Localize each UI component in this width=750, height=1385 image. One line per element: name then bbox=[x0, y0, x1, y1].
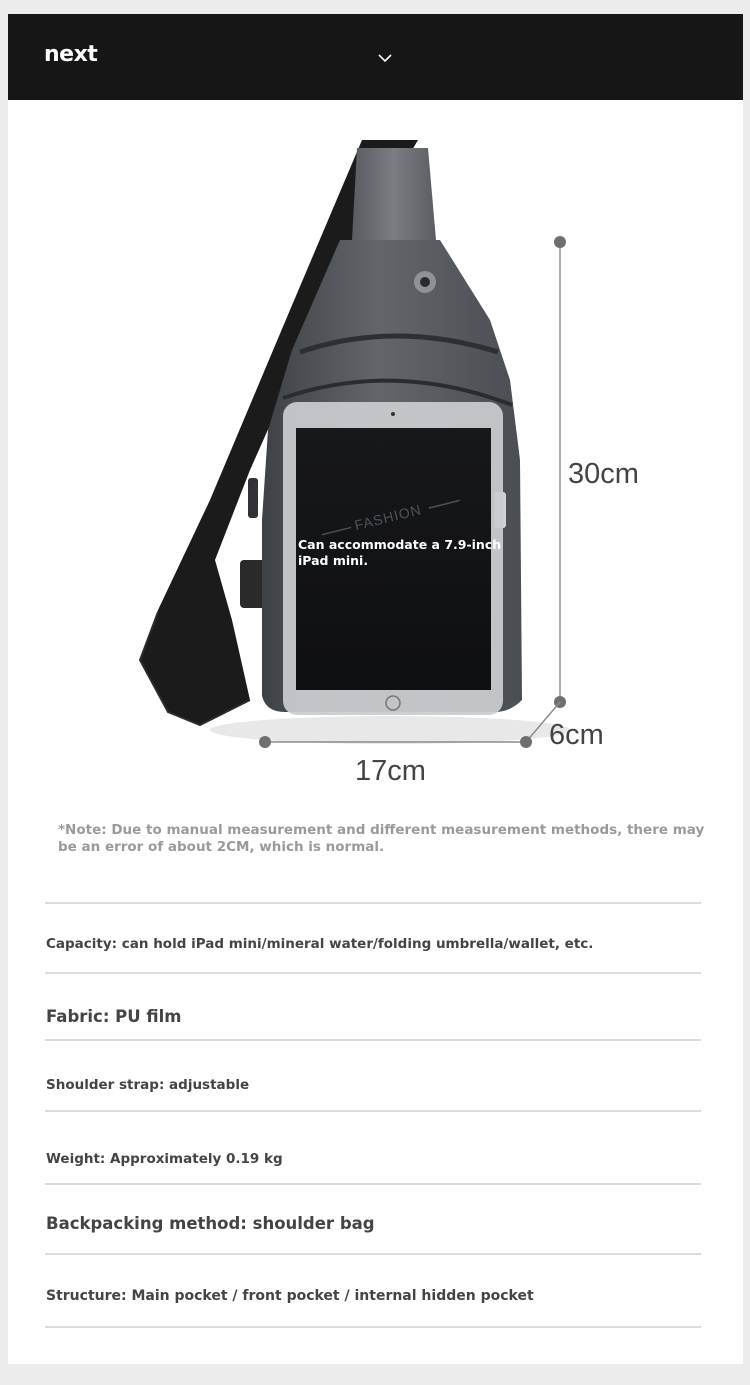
measurement-note: *Note: Due to manual measurement and different measurement methods, there may be an error of about 2CM, which is normal. bbox=[58, 822, 705, 855]
spec-structure: Structure: Main pocket / front pocket / internal hidden pocket bbox=[46, 1288, 534, 1304]
depth-label: 6cm bbox=[549, 719, 604, 751]
divider bbox=[45, 1039, 701, 1041]
divider bbox=[45, 1253, 701, 1255]
width-label: 17cm bbox=[355, 755, 426, 787]
spec-fabric: Fabric: PU film bbox=[46, 1007, 182, 1026]
zipper-pull bbox=[248, 478, 258, 518]
brand-logo[interactable]: next bbox=[44, 42, 98, 67]
chevron-down-icon[interactable] bbox=[376, 52, 394, 64]
bag-top-panel bbox=[352, 148, 436, 240]
spec-weight: Weight: Approximately 0.19 kg bbox=[46, 1151, 283, 1167]
spec-capacity: Capacity: can hold iPad mini/mineral water/folding umbrella/wallet, etc. bbox=[46, 936, 594, 952]
divider bbox=[45, 1326, 701, 1328]
height-label: 30cm bbox=[568, 458, 639, 490]
divider bbox=[45, 902, 701, 904]
divider bbox=[45, 1110, 701, 1112]
spec-backpacking-method: Backpacking method: shoulder bag bbox=[46, 1214, 375, 1233]
ipad-caption: Can accommodate a 7.9-inch iPad mini. bbox=[298, 537, 502, 568]
bag-print-text: FASHION bbox=[352, 501, 424, 534]
product-illustration bbox=[0, 100, 750, 800]
ipad-camera bbox=[391, 412, 395, 416]
divider bbox=[45, 972, 701, 974]
height-dimension bbox=[554, 236, 566, 708]
spec-shoulder-strap: Shoulder strap: adjustable bbox=[46, 1077, 250, 1093]
header-bar bbox=[8, 14, 743, 100]
divider bbox=[45, 1183, 701, 1185]
